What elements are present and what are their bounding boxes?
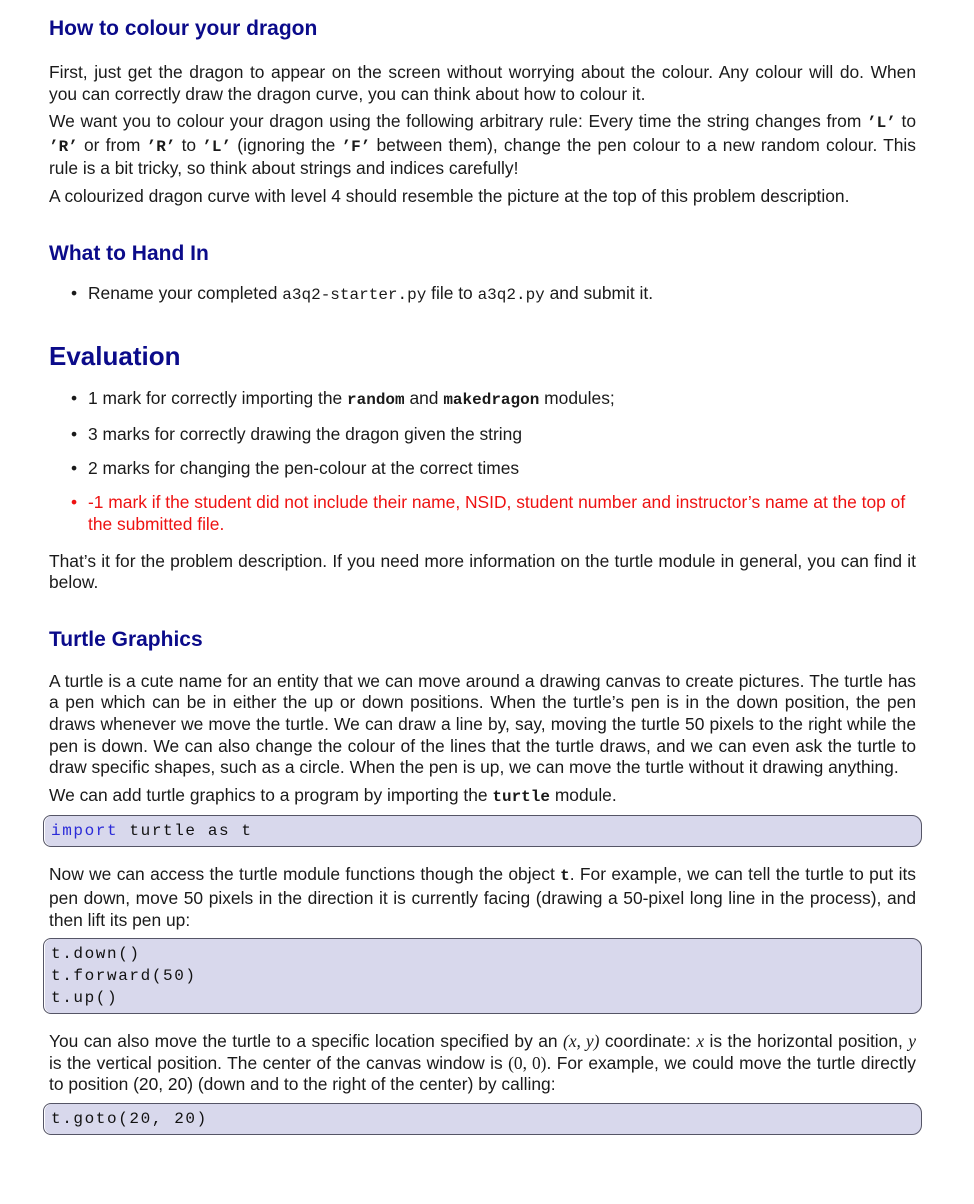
code-line: import turtle as t xyxy=(51,822,253,841)
bullet-icon: • xyxy=(71,458,78,479)
bullet-icon: • xyxy=(71,424,78,445)
list-item-penalty: • -1 mark if the student did not include their name, NSID, student number and instructor’s name at the top of the submitted file. xyxy=(71,492,906,535)
code-line: t.forward(50) xyxy=(51,967,197,986)
paragraph-turtle-access: Now we can access the turtle module functions though the object t. For example, we can tell the turtle to put its pen down, move 50 pixels in the direction it is currently facing (drawing a 50-pixel long line in the process), and then lift its pen up: xyxy=(49,864,916,930)
code-L: ’L’ xyxy=(202,137,232,156)
code-block-import xyxy=(43,815,922,847)
section-heading-evaluation: Evaluation xyxy=(49,341,181,372)
code-R: ’R’ xyxy=(49,137,78,156)
inline-code-module: random xyxy=(347,391,405,410)
code-F: ’F’ xyxy=(341,137,371,156)
paragraph-colour-example: A colourized dragon curve with level 4 should resemble the picture at the top of this problem description. xyxy=(49,185,850,206)
paragraph-closing: That’s it for the problem description. If you need more information on the turtle module in general, you can find it below. xyxy=(49,550,916,593)
evaluation-list xyxy=(49,388,916,535)
inline-code-module: makedragon xyxy=(443,391,540,410)
paragraph-turtle-intro: A turtle is a cute name for an entity that we can move around a drawing canvas to create pictures. The turtle has a pen which can be in either the up or down positions. When the turtle’s pen is in the down position, the pen draws whenever we move the turtle. We can draw a line by, say, moving the turtle 50 pixels to the right while the pen is down. We can also change the colour of the lines that the turtle draws, and we can even ask the turtle to draw specific shapes, such as a circle. When the pen is up, we can move the turtle without it drawing anything. xyxy=(49,670,916,778)
code-block-pen xyxy=(43,938,922,1014)
paragraph-turtle-import: We can add turtle graphics to a program by importing the turtle module. xyxy=(49,784,617,806)
math-coordinate: (x, y) xyxy=(563,1031,600,1052)
inline-code-filename: a3q2.py xyxy=(477,285,545,304)
code-L: ’L’ xyxy=(867,114,896,133)
handin-list xyxy=(49,283,916,307)
code-keyword: import xyxy=(51,822,119,841)
paragraph-turtle-goto: You can also move the turtle to a specific location specified by an (x, y) coordinate: x is the horizontal position, y is the vertical position. The center of the canvas window is (0, 0). For example, we could move the turtle directly to position (20, 20) (down and to the right of the center) by calling: xyxy=(49,1031,917,1095)
code-R: ’R’ xyxy=(146,137,176,156)
bullet-icon: • xyxy=(71,282,78,303)
code-block-goto xyxy=(43,1103,922,1135)
list-item: • Rename your completed a3q2-starter.py file to a3q2.py and submit it. xyxy=(71,282,654,304)
section-heading-turtle: Turtle Graphics xyxy=(49,627,203,651)
math-x: x xyxy=(696,1031,705,1052)
list-item: • 3 marks for correctly drawing the dragon given the string xyxy=(71,424,523,445)
paragraph-colour-intro: First, just get the dragon to appear on the screen without worrying about the colour. Any colour will do. When you can correctly draw the dragon curve, you can think about how to colour it. xyxy=(49,62,916,104)
bullet-icon: • xyxy=(71,492,78,513)
code-line: t.goto(20, 20) xyxy=(51,1109,208,1128)
math-origin: (0, 0) xyxy=(508,1052,547,1073)
list-item: • 1 mark for correctly importing the random and makedragon modules; xyxy=(71,388,615,410)
code-line: t.up() xyxy=(51,989,119,1008)
section-heading-handin: What to Hand In xyxy=(49,241,209,265)
code-line: t.down() xyxy=(51,945,141,964)
inline-code-object: t xyxy=(560,867,570,886)
list-item: • 2 marks for changing the pen-colour at the correct times xyxy=(71,458,520,479)
paragraph-colour-rule: We want you to colour your dragon using the following arbitrary rule: Every time the string changes from ’L’ to ’R’ or from ’R’ to ’L’ (ignoring the ’F’ between them), change the pen colour to a new random colour. This rule is a bit tricky, so think about strings and indices carefully! xyxy=(49,111,917,179)
bullet-icon: • xyxy=(71,388,78,409)
math-y: y xyxy=(908,1031,917,1052)
inline-code-filename: a3q2-starter.py xyxy=(282,285,427,304)
section-heading-colour: How to colour your dragon xyxy=(49,17,318,40)
inline-code-module: turtle xyxy=(492,787,550,806)
